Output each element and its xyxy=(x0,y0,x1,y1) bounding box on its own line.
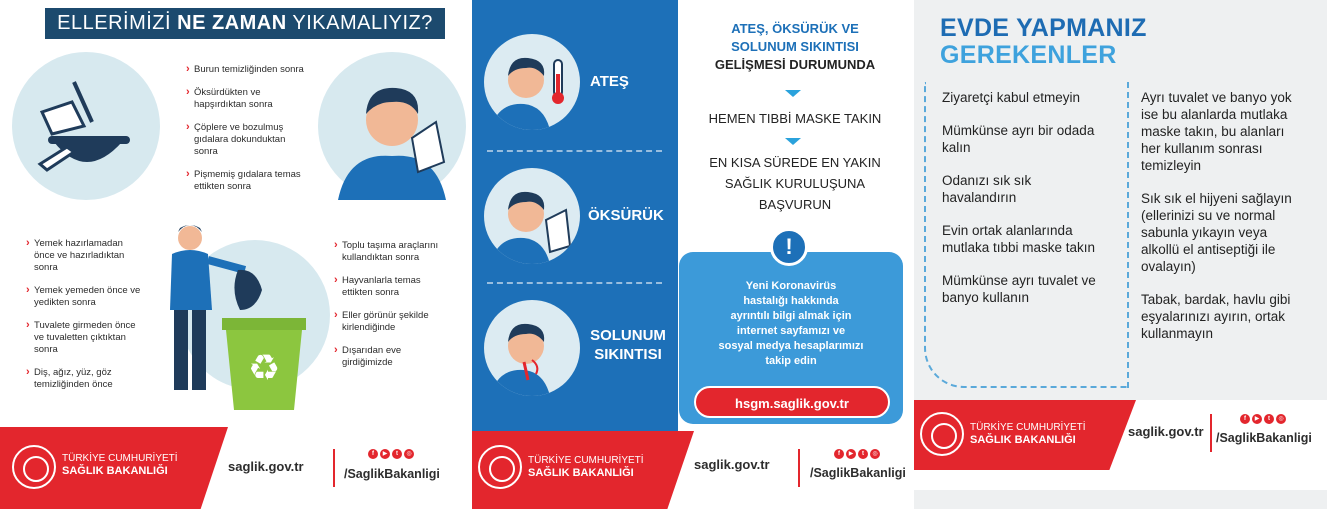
ministry-line-2: SAĞLIK BAKANLIĞI xyxy=(62,465,168,477)
footer-divider xyxy=(1210,414,1212,452)
heading-line-3: GELİŞMESİ DURUMUNDA xyxy=(714,57,876,72)
list-item: › Yemek hazırlamadan önce ve hazırladıktan sonra xyxy=(26,238,146,274)
step-mask: HEMEN TIBBİ MASKE TAKIN xyxy=(708,111,882,126)
list-item: › Tuvalete girmeden önce ve tuvaletten çıktıktan sonra xyxy=(26,320,146,356)
list-item: › Diş, ağız, yüz, göz temizliğinden önce xyxy=(26,367,146,391)
list-item: Ziyaretçi kabul etmeyin xyxy=(942,90,1081,105)
sneeze-icon xyxy=(318,52,466,200)
ministry-footer xyxy=(914,400,1327,490)
step-visit-line-1: EN KISA SÜREDE EN YAKIN xyxy=(709,155,881,170)
list-item: Mümkünse ayrı tuvalet ve banyo kullanın xyxy=(942,273,1096,305)
info-line: sosyal medya hesaplarımızı xyxy=(718,340,864,352)
list-item: Sık sık el hijyeni sağlayın (ellerinizi su ve normal sabunla yıkayın veya alkollü el antiseptiği ile ovalayın) xyxy=(1141,191,1292,274)
step-visit-line-2: SAĞLIK KURULUŞUNA xyxy=(724,176,866,191)
footer-divider xyxy=(333,449,335,487)
panel1-title xyxy=(45,8,445,39)
cooking-icon xyxy=(12,52,160,200)
symptom-cough-label: ÖKSÜRÜK xyxy=(588,207,664,224)
social-icons xyxy=(834,449,880,459)
fever-illustration xyxy=(484,34,580,130)
facebook-icon[interactable]: f xyxy=(1240,414,1250,424)
site-link[interactable]: saglik.gov.tr xyxy=(694,457,770,472)
heading-line-1: ATEŞ, ÖKSÜRÜK VE xyxy=(731,21,859,36)
symptoms-panel xyxy=(472,0,912,509)
breathing-illustration xyxy=(484,300,580,396)
arrow-down-icon xyxy=(785,90,801,97)
step-visit-line-3: BAŞVURUN xyxy=(758,197,832,212)
ministry-logo xyxy=(920,412,964,456)
ministry-name xyxy=(528,455,644,480)
list-item: Ayrı tuvalet ve banyo yok ise bu alanlarda mutlaka maske takın, bu alanları her kullanım sonrası temizleyin xyxy=(1141,90,1292,173)
info-line: internet sayfamızı ve xyxy=(736,325,846,337)
exclamation-icon: ! xyxy=(770,228,808,266)
info-line: takip edin xyxy=(765,355,817,367)
instagram-icon[interactable]: ◎ xyxy=(1276,414,1286,424)
twitter-icon[interactable]: t xyxy=(392,449,402,459)
info-line: Yeni Koronavirüs xyxy=(745,280,837,292)
handwashing-panel xyxy=(0,0,470,509)
instagram-icon[interactable]: ◎ xyxy=(870,449,880,459)
trash-bin-icon xyxy=(150,220,340,415)
list-item: › Eller görünür şekilde kirlendiğinde xyxy=(334,310,452,334)
divider xyxy=(487,282,662,284)
home-care-panel xyxy=(914,0,1327,509)
svg-text:♻: ♻ xyxy=(247,348,281,389)
list-item: › Çöplere ve bozulmuş gıdalara dokunduktan sonra xyxy=(186,122,306,158)
list-item: Tabak, bardak, havlu gibi eşyalarınızı ayırın, ortak kullanmayın xyxy=(1141,292,1291,341)
step-visit xyxy=(684,152,906,215)
arrow-down-icon xyxy=(785,138,801,145)
title-part-1: ELLERİMİZİ xyxy=(57,12,178,34)
heading-line-2: SOLUNUM SIKINTISI xyxy=(731,39,859,54)
list-item: › Öksürdükten ve hapşırdıktan sonra xyxy=(186,87,306,111)
ministry-logo xyxy=(12,445,56,489)
symptom-fever-label: ATEŞ xyxy=(590,73,629,90)
list-item: Mümkünse ayrı bir odada kalın xyxy=(942,123,1095,155)
instagram-icon[interactable]: ◎ xyxy=(404,449,414,459)
symptom-breathing-label: SOLUNUM SIKINTISI xyxy=(590,327,666,363)
cooking-illustration xyxy=(12,52,160,200)
youtube-icon[interactable]: ▶ xyxy=(846,449,856,459)
facebook-icon[interactable]: f xyxy=(834,449,844,459)
cough-illustration xyxy=(484,168,580,264)
ministry-footer xyxy=(472,431,912,509)
home-care-list-right xyxy=(1141,89,1307,358)
ministry-name xyxy=(62,453,178,478)
divider xyxy=(487,150,662,152)
social-handle[interactable]: /SaglikBakanligi xyxy=(1216,431,1312,445)
social-icons xyxy=(368,449,414,459)
home-care-title-line-2: GEREKENLER xyxy=(940,41,1117,69)
sneezing-illustration xyxy=(318,52,466,200)
list-item: › Pişmemiş gıdalara temas ettikten sonra xyxy=(186,169,306,193)
handwash-list-c xyxy=(334,240,452,380)
list-item: Odanızı sık sık havalandırın xyxy=(942,173,1032,205)
list-item: › Yemek yemeden önce ve yedikten sonra xyxy=(26,285,146,309)
lungs-icon xyxy=(484,300,580,396)
site-link[interactable]: saglik.gov.tr xyxy=(228,459,304,474)
facebook-icon[interactable]: f xyxy=(368,449,378,459)
social-handle[interactable]: /SaglikBakanligi xyxy=(344,467,440,481)
info-line: hastalığı hakkında xyxy=(743,295,839,307)
social-handle[interactable]: /SaglikBakanligi xyxy=(810,466,906,480)
thermometer-icon xyxy=(484,34,580,130)
list-item: Evin ortak alanlarında mutlaka tıbbi maske takın xyxy=(942,223,1096,255)
twitter-icon[interactable]: t xyxy=(858,449,868,459)
youtube-icon[interactable]: ▶ xyxy=(1252,414,1262,424)
ministry-name xyxy=(970,422,1086,447)
info-line: ayrıntılı bilgi almak için xyxy=(730,310,852,322)
hsgm-url-button[interactable]: hsgm.saglik.gov.tr xyxy=(694,386,890,418)
title-part-bold: NE ZAMAN xyxy=(177,12,287,34)
list-item: › Dışarıdan eve girdiğimizde xyxy=(334,345,452,369)
ministry-line-2: SAĞLIK BAKANLIĞI xyxy=(528,467,634,479)
twitter-icon[interactable]: t xyxy=(1264,414,1274,424)
ministry-line-2: SAĞLIK BAKANLIĞI xyxy=(970,434,1076,446)
ministry-footer xyxy=(0,427,470,509)
symptom-heading xyxy=(684,20,906,74)
ministry-line-1: TÜRKİYE CUMHURİYETİ xyxy=(62,453,178,464)
list-item: › Burun temizliğinden sonra xyxy=(186,64,306,76)
ministry-line-1: TÜRKİYE CUMHURİYETİ xyxy=(970,422,1086,433)
social-icons xyxy=(1240,414,1286,424)
title-part-2: YIKAMALIYIZ? xyxy=(286,12,433,34)
ministry-logo xyxy=(478,445,522,489)
ministry-line-1: TÜRKİYE CUMHURİYETİ xyxy=(528,455,644,466)
footer-divider xyxy=(798,449,800,487)
list-item: › Toplu taşıma araçlarını kullandıktan sonra xyxy=(334,240,452,264)
info-text xyxy=(684,279,898,369)
handwash-list-a xyxy=(186,64,306,204)
site-link[interactable]: saglik.gov.tr xyxy=(1128,424,1204,439)
list-item: › Hayvanlarla temas ettikten sonra xyxy=(334,275,452,299)
home-care-list-left xyxy=(942,89,1102,322)
home-care-title-line-1: EVDE YAPMANIZ xyxy=(940,14,1147,42)
cough-icon xyxy=(484,168,580,264)
youtube-icon[interactable]: ▶ xyxy=(380,449,390,459)
handwash-list-b xyxy=(26,238,146,402)
